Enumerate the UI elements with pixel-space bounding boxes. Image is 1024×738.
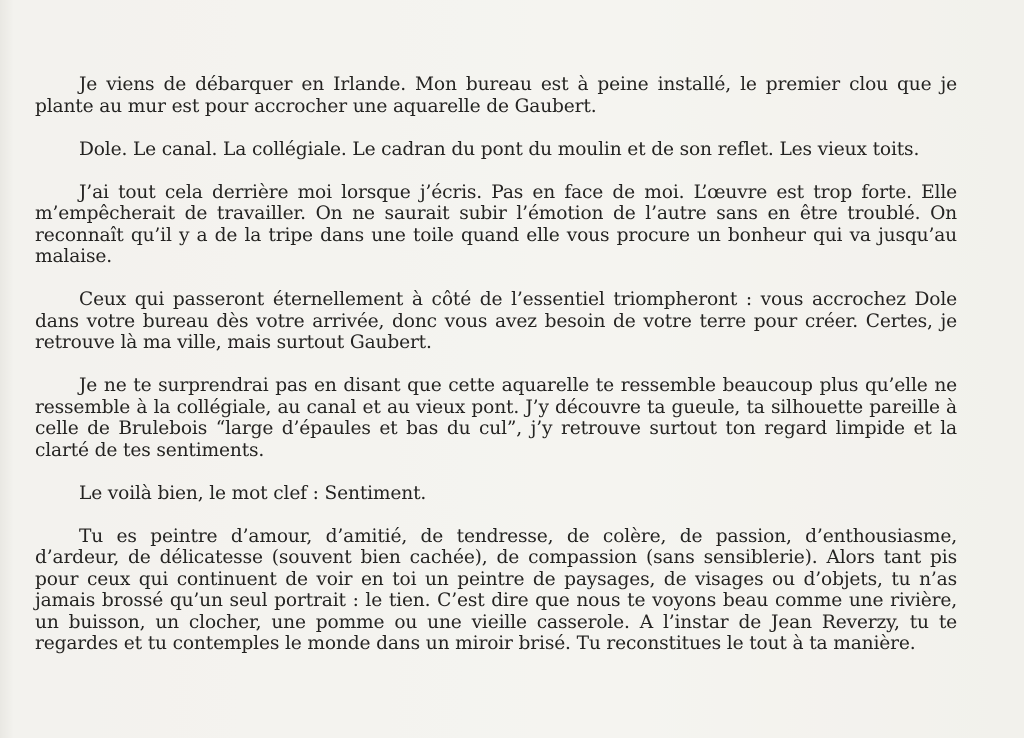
paragraph-3: J’ai tout cela derrière moi lorsque j’écris. Pas en face de moi. L’œuvre est trop forte. Elle m’empêcherait de travailler. On ne saurait subir l’émotion de l’autre sans en être troublé. On reconnaît qu’il y a de la tripe dans une toile quand elle vous procure un bonheur qui va jusqu’au malaise.: [35, 181, 957, 267]
paragraph-5: Je ne te surprendrai pas en disant que cette aquarelle te ressemble beaucoup plus qu’elle ne ressemble à la collégiale, au canal et au vieux pont. J’y découvre ta gueule, ta silhouette pareille à celle de Brulebois “large d’épaules et bas du cul”, j’y retrouve surtout ton regard limpide et la clarté de tes sentiments.: [35, 375, 957, 461]
paragraph-4: Ceux qui passeront éternellement à côté de l’essentiel triompheront : vous accrochez Dole dans votre bureau dès votre arrivée, donc vous avez besoin de votre terre pour créer. Certes, je retrouve là ma ville, mais surtout Gaubert.: [35, 289, 957, 353]
paragraph-7: Tu es peintre d’amour, d’amitié, de tendresse, de colère, de passion, d’enthousiasme, d’ardeur, de délicatesse (souvent bien cachée), de compassion (sans sensiblerie). Alors tant pis pour ceux qui continuent de voir en toi un peintre de paysages, de visages ou d’objets, tu n’as jamais brossé qu’un seul portrait : le tien. C’est dire que nous te voyons beau comme une rivière, un buisson, un clocher, une pomme ou une vieille casserole. A l’instar de Jean Reverzy, tu te regardes et tu contemples le monde dans un miroir brisé. Tu reconstitues le tout à ta manière.: [35, 525, 957, 654]
paragraph-1: Je viens de débarquer en Irlande. Mon bureau est à peine installé, le premier clou que je plante au mur est pour accrocher une aquarelle de Gaubert.: [35, 74, 957, 117]
body-text: [35, 74, 957, 676]
paragraph-6: Le voilà bien, le mot clef : Sentiment.: [79, 482, 427, 504]
paragraph-2: Dole. Le canal. La collégiale. Le cadran du pont du moulin et de son reflet. Les vieux toits.: [79, 138, 920, 160]
